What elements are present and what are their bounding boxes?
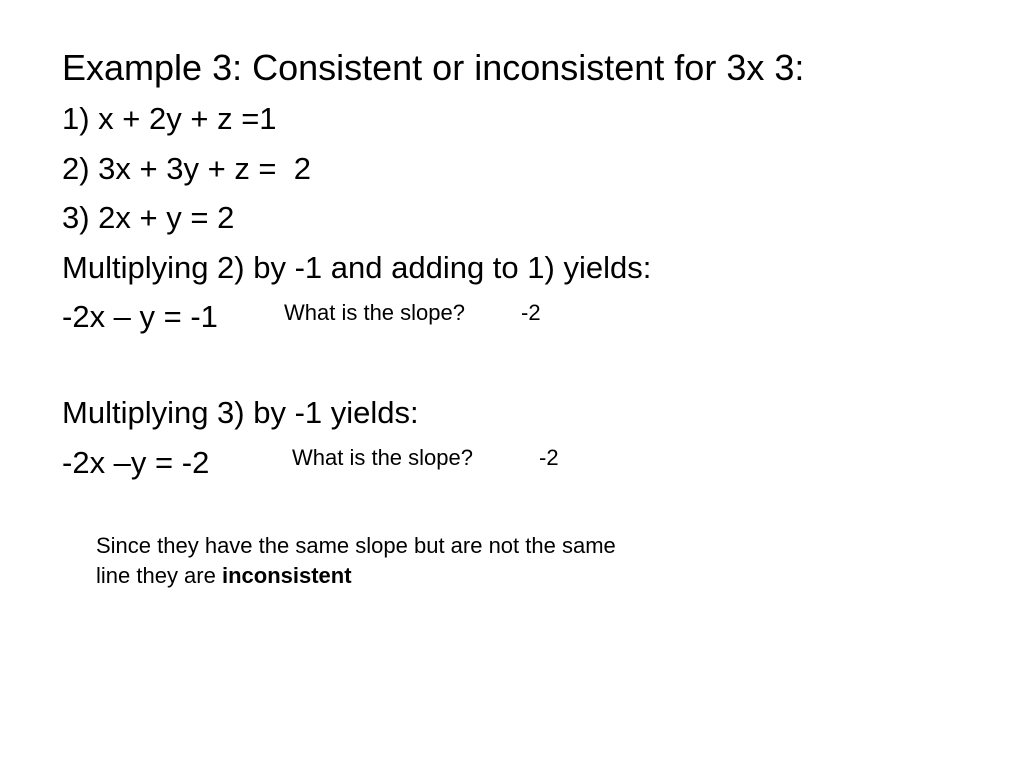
conclusion-emphasis: inconsistent	[221, 563, 352, 588]
equation-3: 3) 2x + y = 2	[62, 200, 235, 235]
result-2: -2x –y = -2	[62, 445, 210, 480]
slope-question-1: What is the slope?	[284, 300, 465, 325]
equation-1: 1) x + 2y + z =1	[62, 101, 277, 136]
slope-question-2: What is the slope?	[292, 445, 473, 470]
step-2-text: Multiplying 3) by -1 yields:	[62, 395, 419, 430]
step-1-text: Multiplying 2) by -1 and adding to 1) yields:	[62, 250, 652, 285]
conclusion-line-1: Since they have the same slope but are not the same	[96, 533, 616, 558]
conclusion-line-2	[96, 561, 736, 591]
slope-answer-1: -2	[521, 300, 541, 325]
result-1: -2x – y = -1	[62, 299, 218, 334]
conclusion-note	[96, 531, 736, 591]
slide-title: Example 3: Consistent or inconsistent for 3x 3:	[62, 47, 805, 88]
conclusion-line-2-prefix: line they are	[96, 563, 222, 588]
equation-2: 2) 3x + 3y + z = 2	[62, 151, 311, 186]
slope-answer-2: -2	[539, 445, 559, 470]
